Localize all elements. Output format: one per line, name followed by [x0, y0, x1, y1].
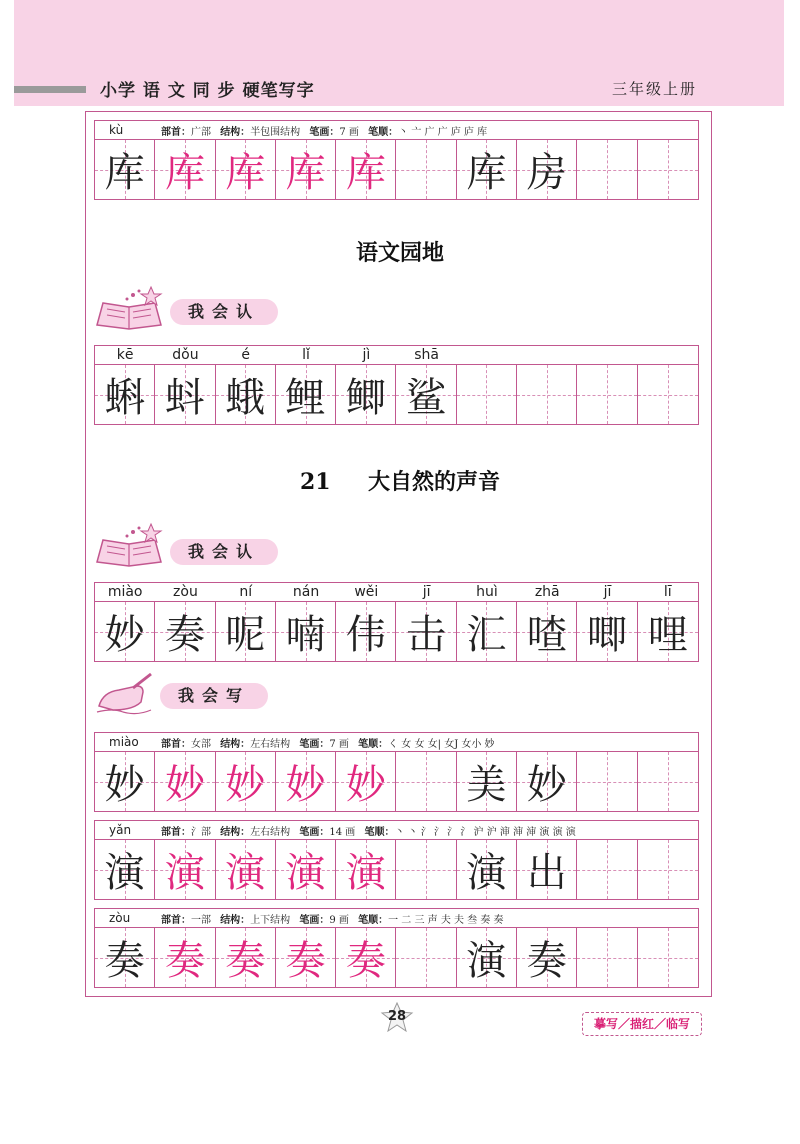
grid-cell[interactable]: 蝌: [95, 365, 155, 424]
lesson-number: 21: [300, 469, 331, 495]
grid-cell[interactable]: [457, 365, 517, 424]
grid-cell[interactable]: 奏: [155, 928, 215, 987]
grid-cell[interactable]: [638, 140, 698, 199]
pinyin: lī: [663, 584, 672, 600]
grid-cell[interactable]: 库: [95, 140, 155, 199]
grid-cell[interactable]: 库: [336, 140, 396, 199]
grid-cell[interactable]: 库: [216, 140, 276, 199]
grid-cell[interactable]: 汇: [457, 602, 517, 661]
pinyin: nán: [292, 584, 320, 600]
radical: 氵部: [191, 826, 211, 838]
pinyin-row: [94, 582, 699, 602]
grid-cell[interactable]: 鲫: [336, 365, 396, 424]
grid-cell[interactable]: 演: [216, 840, 276, 899]
book-icon: [93, 285, 165, 333]
stroke-order: 一 二 三 声 夫 夫 叁 奏 奏: [388, 914, 504, 926]
character-info-bar: miào 部首：女部 结构：左右结构 笔画：7 画 笔顺：く 女 女 女| 女J 女小 妙: [94, 732, 699, 752]
grid-cell[interactable]: 出: [517, 840, 577, 899]
grid-cell[interactable]: [577, 140, 637, 199]
pinyin: shā: [414, 347, 439, 363]
lesson-title: [0, 465, 800, 496]
label-wo-hui-ren: 我会认: [170, 299, 278, 325]
writing-grid: [94, 928, 699, 988]
stroke-order: 丶 丶 氵 氵 氵 氵 沪 沪 渖 渖 渖 演 演 演: [394, 826, 576, 838]
page-header-title: 小学 语 文 同 步 硬笔写字: [100, 81, 315, 101]
character-grid: [94, 365, 699, 425]
pinyin: [457, 346, 517, 364]
grid-cell[interactable]: 妙: [155, 752, 215, 811]
grid-cell[interactable]: 演: [336, 840, 396, 899]
radical: 一部: [191, 914, 211, 926]
grid-cell[interactable]: 库: [155, 140, 215, 199]
label-wo-hui-xie: 我会写: [160, 683, 268, 709]
grid-cell[interactable]: 鲨: [396, 365, 456, 424]
grid-cell[interactable]: 妙: [336, 752, 396, 811]
stroke-order: 丶 亠 广 广 庐 庐 库: [398, 126, 488, 138]
pinyin: huì: [476, 584, 498, 600]
stroke-count: 14 画: [329, 826, 356, 838]
grid-cell[interactable]: 伟: [336, 602, 396, 661]
stroke-count: 7 画: [329, 738, 349, 750]
writing-grid: [94, 752, 699, 812]
pinyin: miào: [109, 735, 139, 749]
book-icon: [93, 522, 165, 570]
pinyin: jī: [422, 584, 431, 600]
radical: 女部: [191, 738, 211, 750]
grid-cell[interactable]: [396, 140, 456, 199]
pinyin: kù: [109, 123, 124, 137]
grid-cell[interactable]: 奏: [336, 928, 396, 987]
grid-cell[interactable]: 妙: [216, 752, 276, 811]
grid-cell[interactable]: [638, 928, 698, 987]
header-divider: [14, 86, 86, 93]
character-grid: [94, 602, 699, 662]
writing-grid: [94, 840, 699, 900]
grid-cell[interactable]: 喳: [517, 602, 577, 661]
grid-cell[interactable]: 妙: [95, 602, 155, 661]
grid-cell[interactable]: 蚪: [155, 365, 215, 424]
grid-cell[interactable]: [396, 752, 456, 811]
grid-cell[interactable]: 演: [95, 840, 155, 899]
footer-practice-label: 摹写／描红／临写: [582, 1012, 702, 1036]
grid-cell[interactable]: 奏: [95, 928, 155, 987]
grid-cell[interactable]: 呢: [216, 602, 276, 661]
structure: 左右结构: [250, 826, 291, 838]
pinyin: jì: [362, 347, 371, 363]
grid-cell[interactable]: 演: [457, 928, 517, 987]
pinyin: dǒu: [172, 347, 199, 363]
pencil-hand-icon: [93, 672, 155, 716]
grid-cell[interactable]: [577, 365, 637, 424]
grid-cell[interactable]: [638, 365, 698, 424]
pinyin: ní: [239, 584, 253, 600]
structure: 半包围结构: [250, 126, 301, 138]
grid-cell[interactable]: 演: [457, 840, 517, 899]
page-number: 28: [380, 1002, 414, 1032]
pinyin-row: [94, 345, 699, 365]
grid-cell[interactable]: [638, 840, 698, 899]
pinyin: wěi: [354, 584, 379, 600]
pinyin: [638, 346, 698, 364]
pinyin: zòu: [173, 584, 198, 600]
grid-cell[interactable]: 演: [276, 840, 336, 899]
label-wo-hui-ren: 我会认: [170, 539, 278, 565]
pinyin: miào: [107, 584, 143, 600]
grid-cell[interactable]: [577, 752, 637, 811]
grid-cell[interactable]: 妙: [95, 752, 155, 811]
character-info-bar: yǎn 部首：氵部 结构：左右结构 笔画：14 画 笔顺：丶 丶 氵 氵 氵 氵 沪 沪 渖 渖 渖 演 演 演: [94, 820, 699, 840]
page-header-grade: 三年级上册: [612, 80, 698, 98]
pinyin: lǐ: [302, 347, 310, 363]
grid-cell[interactable]: [517, 365, 577, 424]
writing-grid: [94, 140, 699, 200]
grid-cell[interactable]: 奏: [216, 928, 276, 987]
pinyin: [577, 346, 637, 364]
pinyin: [517, 346, 577, 364]
lesson-name: 大自然的声音: [367, 469, 500, 495]
grid-cell[interactable]: [577, 928, 637, 987]
pinyin: jī: [603, 584, 612, 600]
stroke-order: く 女 女 女| 女J 女小 妙: [388, 738, 495, 750]
grid-cell[interactable]: 妙: [517, 752, 577, 811]
structure: 上下结构: [250, 914, 291, 926]
grid-cell[interactable]: 哩: [638, 602, 698, 661]
grid-cell[interactable]: 击: [396, 602, 456, 661]
structure: 左右结构: [250, 738, 291, 750]
grid-cell[interactable]: 鲤: [276, 365, 336, 424]
pinyin: zòu: [109, 911, 131, 925]
grid-cell[interactable]: 库: [276, 140, 336, 199]
grid-cell[interactable]: 妙: [276, 752, 336, 811]
grid-cell[interactable]: 房: [517, 140, 577, 199]
section-title-yuwen: 语文园地: [355, 240, 444, 266]
grid-cell[interactable]: [396, 840, 456, 899]
character-info-bar: kù 部首：广部 结构：半包围结构 笔画：7 画 笔顺：丶 亠 广 广 庐 庐 库: [94, 120, 699, 140]
stroke-count: 9 画: [329, 914, 349, 926]
pinyin: kē: [116, 347, 134, 363]
grid-cell[interactable]: [638, 752, 698, 811]
pinyin: é: [241, 347, 251, 363]
grid-cell[interactable]: 美: [457, 752, 517, 811]
grid-cell[interactable]: 库: [457, 140, 517, 199]
grid-cell[interactable]: 蛾: [216, 365, 276, 424]
grid-cell[interactable]: 奏: [276, 928, 336, 987]
pinyin: zhā: [534, 584, 560, 600]
character-info-bar: zòu 部首：一部 结构：上下结构 笔画：9 画 笔顺：一 二 三 声 夫 夫 叁 奏 奏: [94, 908, 699, 928]
grid-cell[interactable]: 喃: [276, 602, 336, 661]
grid-cell[interactable]: [577, 840, 637, 899]
grid-cell[interactable]: 唧: [577, 602, 637, 661]
grid-cell[interactable]: [396, 928, 456, 987]
stroke-count: 7 画: [339, 126, 359, 138]
grid-cell[interactable]: 演: [155, 840, 215, 899]
radical: 广部: [191, 126, 211, 138]
grid-cell[interactable]: 奏: [517, 928, 577, 987]
grid-cell[interactable]: 奏: [155, 602, 215, 661]
pinyin: yǎn: [109, 823, 132, 837]
